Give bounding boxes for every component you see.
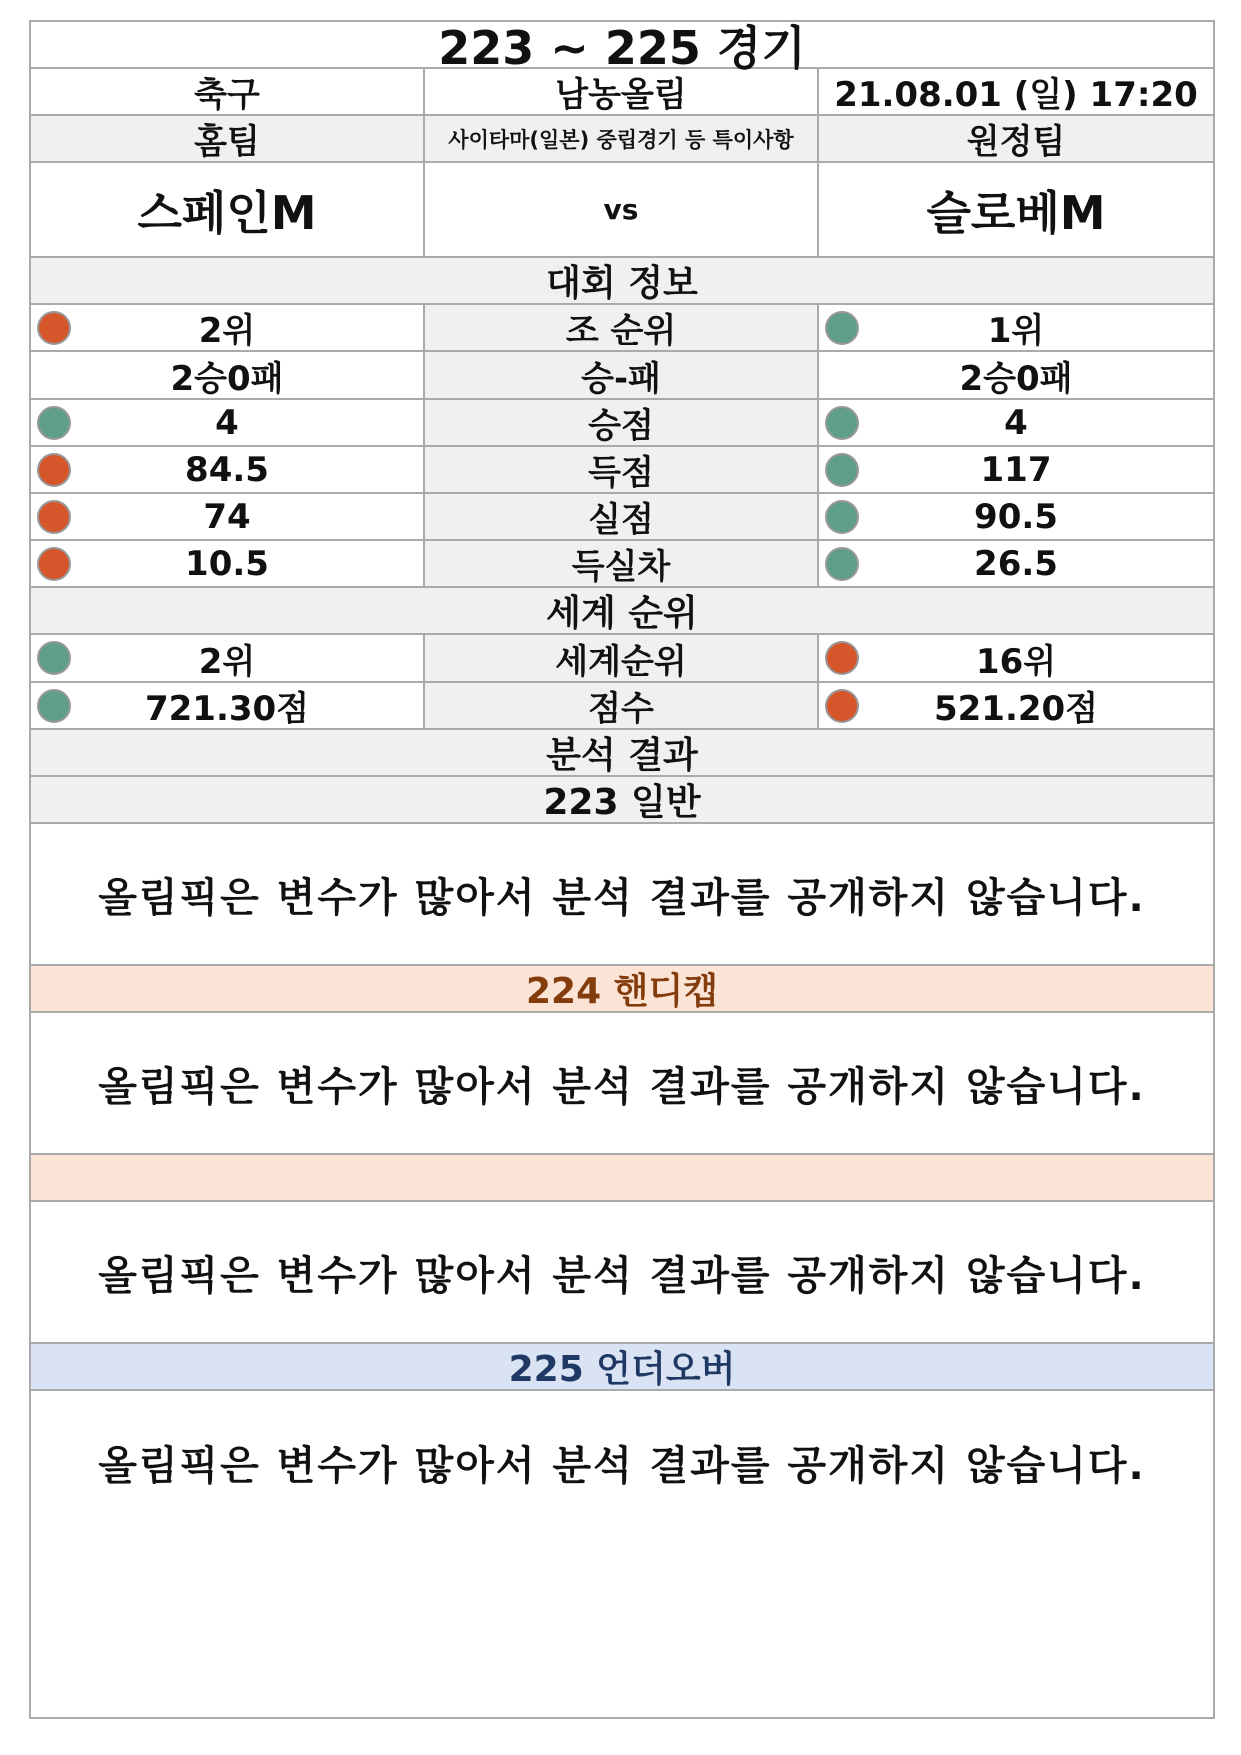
- home-team-label: 홈팀: [31, 116, 425, 161]
- away-stat-value: 90.5: [974, 496, 1058, 537]
- advantage-dot-icon: [825, 547, 859, 581]
- home-stat-cell: [31, 635, 425, 681]
- stat-row: [31, 447, 1213, 494]
- home-stat-cell: [31, 541, 425, 586]
- stat-label: 조 순위: [425, 305, 819, 350]
- stat-label: 승-패: [425, 352, 819, 398]
- stat-row: [31, 635, 1213, 683]
- home-stat-value: 4: [215, 402, 239, 443]
- away-stat-cell: [819, 352, 1213, 398]
- disadvantage-dot-icon: [37, 500, 71, 534]
- home-stat-cell: [31, 352, 425, 398]
- bet-header-label: 225 언더오버: [508, 1349, 736, 1390]
- disadvantage-dot-icon: [37, 311, 71, 345]
- away-stat-cell: [819, 447, 1213, 492]
- analysis-title: 분석 결과: [546, 735, 698, 776]
- away-stat-cell: [819, 683, 1213, 728]
- analysis-message-row: [31, 824, 1213, 966]
- stat-row: [31, 305, 1213, 352]
- analysis-sheet: [29, 20, 1215, 1719]
- stat-label: 실점: [425, 494, 819, 539]
- teams-header-row: [31, 116, 1213, 163]
- away-stat-value: 521.20점: [933, 689, 1099, 729]
- analysis-message-row: [31, 1391, 1213, 1534]
- stat-row: [31, 352, 1213, 400]
- away-stat-cell: [819, 305, 1213, 350]
- away-stat-cell: [819, 494, 1213, 539]
- world-title: 세계 순위: [546, 593, 698, 634]
- analysis-section-header: [31, 730, 1213, 777]
- home-stat-cell: [31, 400, 425, 445]
- away-team-name: 슬로베M: [926, 185, 1106, 240]
- away-stat-value: 26.5: [974, 543, 1058, 584]
- title-row: [31, 20, 1213, 75]
- away-stat-value: 117: [980, 449, 1052, 490]
- sport-label: 축구: [31, 69, 425, 114]
- home-stat-cell: [31, 447, 425, 492]
- analysis-message: 올림픽은 변수가 많아서 분석 결과를 공개하지 않습니다.: [98, 1443, 1146, 1489]
- stat-label: 세계순위: [425, 635, 819, 681]
- bet-header-label: [31, 1155, 1213, 1200]
- bet-header-blank: [31, 1155, 1213, 1202]
- away-stat-value: 2승0패: [959, 358, 1073, 399]
- home-stat-value: 10.5: [185, 543, 269, 584]
- home-stat-cell: [31, 494, 425, 539]
- advantage-dot-icon: [825, 453, 859, 487]
- disadvantage-dot-icon: [825, 689, 859, 723]
- tournament-title: 대회 정보: [546, 263, 698, 304]
- home-stat-value: 2위: [198, 641, 256, 682]
- disadvantage-dot-icon: [37, 453, 71, 487]
- bet-header-handicap: [31, 966, 1213, 1013]
- home-stat-cell: [31, 683, 425, 728]
- away-stat-value: 4: [1004, 402, 1028, 443]
- away-stat-cell: [819, 400, 1213, 445]
- away-stat-cell: [819, 635, 1213, 681]
- stat-row: [31, 683, 1213, 730]
- advantage-dot-icon: [37, 406, 71, 440]
- home-stat-value: 84.5: [185, 449, 269, 490]
- teams-row: [31, 163, 1213, 258]
- analysis-message: 올림픽은 변수가 많아서 분석 결과를 공개하지 않습니다.: [98, 1252, 1146, 1299]
- stat-label: 승점: [425, 400, 819, 445]
- analysis-message: 올림픽은 변수가 많아서 분석 결과를 공개하지 않습니다.: [98, 1063, 1146, 1110]
- stat-row: [31, 541, 1213, 588]
- analysis-message: 올림픽은 변수가 많아서 분석 결과를 공개하지 않습니다.: [98, 874, 1146, 921]
- stat-label: 득점: [425, 447, 819, 492]
- page-title: 223 ~ 225 경기: [438, 20, 806, 75]
- advantage-dot-icon: [825, 406, 859, 440]
- away-team-label: 원정팀: [966, 122, 1066, 162]
- analysis-message-row: [31, 1013, 1213, 1155]
- analysis-message-row: [31, 1202, 1213, 1344]
- advantage-dot-icon: [37, 641, 71, 675]
- world-section-header: [31, 588, 1213, 635]
- home-stat-value: 2위: [198, 311, 256, 351]
- stat-row: [31, 400, 1213, 447]
- bet-header-label: 223 일반: [543, 782, 701, 823]
- versus-label: vs: [425, 163, 819, 256]
- disadvantage-dot-icon: [37, 547, 71, 581]
- home-stat-value: 2승0패: [170, 358, 284, 399]
- league-label: 남농올림: [425, 69, 819, 114]
- stat-label: 득실차: [425, 541, 819, 586]
- special-note: 사이타마(일본) 중립경기 등 특이사항: [425, 116, 819, 161]
- home-stat-cell: [31, 305, 425, 350]
- bet-header-label: 224 핸디캡: [525, 971, 718, 1012]
- away-stat-cell: [819, 541, 1213, 586]
- stat-row: [31, 494, 1213, 541]
- home-team-name: 스페인M: [31, 163, 425, 256]
- advantage-dot-icon: [825, 500, 859, 534]
- disadvantage-dot-icon: [825, 641, 859, 675]
- home-stat-value: 721.30점: [144, 689, 310, 729]
- bet-header-under-over: [31, 1344, 1213, 1391]
- away-stat-value: 1위: [987, 311, 1045, 351]
- advantage-dot-icon: [825, 311, 859, 345]
- home-stat-value: 74: [203, 496, 251, 537]
- tournament-section-header: [31, 258, 1213, 305]
- match-datetime: 21.08.01 (일) 17:20: [834, 75, 1198, 115]
- info-row: [31, 69, 1213, 116]
- bet-header-general: [31, 777, 1213, 824]
- away-stat-value: 16위: [975, 641, 1057, 682]
- advantage-dot-icon: [37, 689, 71, 723]
- stat-label: 점수: [425, 683, 819, 728]
